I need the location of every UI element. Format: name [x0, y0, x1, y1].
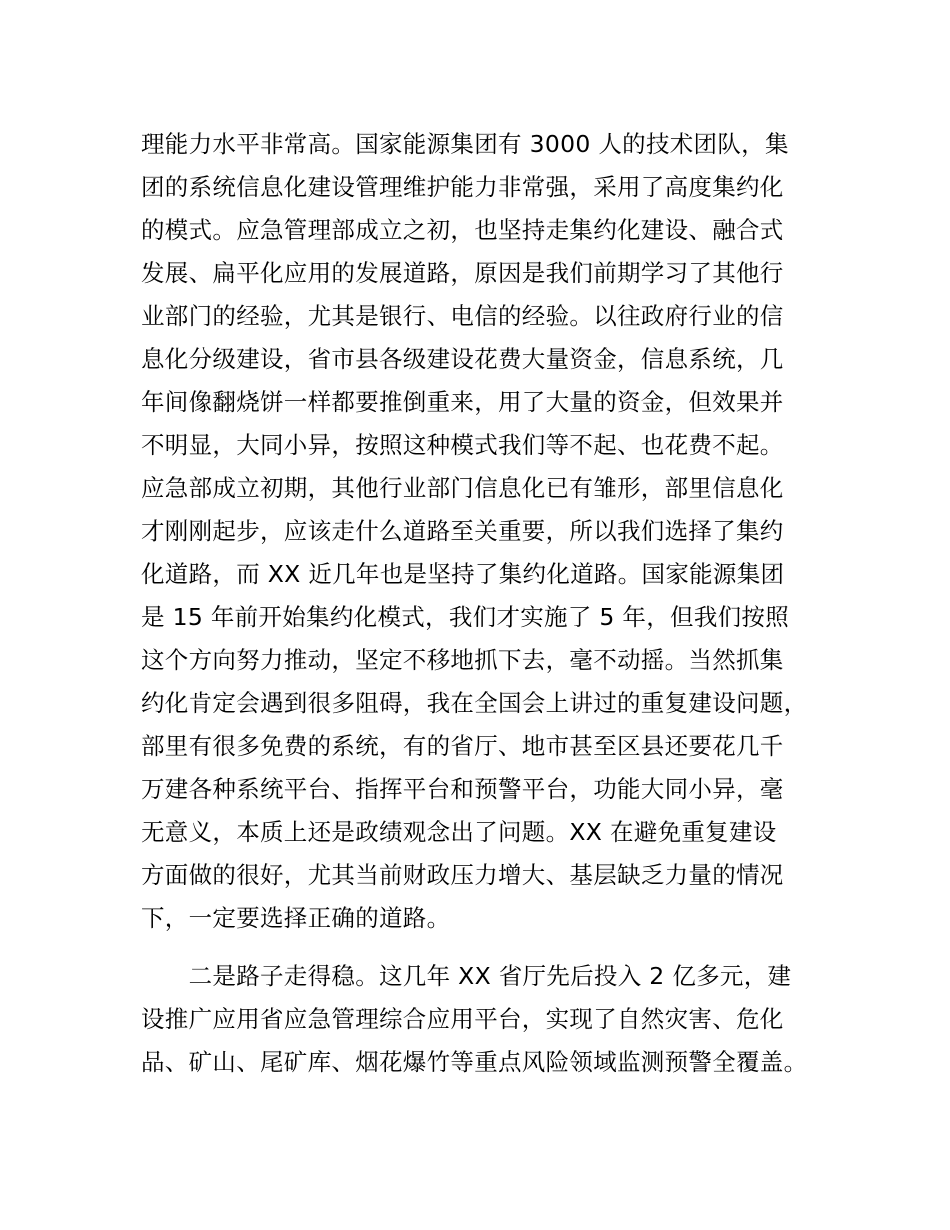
text-line: 化道路，而 XX 近几年也是坚持了集约化道路。国家能源集团	[141, 560, 785, 588]
text-line: 下，一定要选择正确的道路。	[141, 904, 451, 932]
text-line: 部里有很多免费的系统，有的省厅、地市甚至区县还要花几千	[141, 732, 784, 760]
text-line: 年间像翻烧饼一样都要推倒重来，用了大量的资金，但效果并	[141, 388, 784, 416]
text-line: 设推广应用省应急管理综合应用平台，实现了自然灾害、危化	[141, 1005, 784, 1033]
text-line: 万建各种系统平台、指挥平台和预警平台，功能大同小异，毫	[141, 775, 784, 803]
paragraph-1	[141, 123, 841, 940]
text-line: 才刚刚起步，应该走什么道路至关重要，所以我们选择了集约	[141, 517, 784, 545]
text-line: 这个方向努力推动，坚定不移地抓下去，毫不动摇。当然抓集	[141, 646, 784, 674]
text-line: 团的系统信息化建设管理维护能力非常强，采用了高度集约化	[141, 173, 784, 201]
text-line: 方面做的很好，尤其当前财政压力增大、基层缺乏力量的情况	[141, 861, 784, 889]
text-line: 是 15 年前开始集约化模式，我们才实施了 5 年，但我们按照	[141, 603, 790, 631]
text-line: 理能力水平非常高。国家能源集团有 3000 人的技术团队，集	[141, 130, 789, 158]
text-line: 应急部成立初期，其他行业部门信息化已有雏形，部里信息化	[141, 474, 784, 502]
text-line: 约化肯定会遇到很多阻碍，我在全国会上讲过的重复建设问题，	[141, 689, 808, 717]
text-line: 业部门的经验，尤其是银行、电信的经验。以往政府行业的信	[141, 302, 784, 330]
paragraph-2	[141, 955, 841, 1084]
text-line: 的模式。应急管理部成立之初，也坚持走集约化建设、融合式	[141, 216, 784, 244]
text-line: 无意义，本质上还是政绩观念出了问题。XX 在避免重复建设	[141, 818, 777, 846]
text-line: 二是路子走得稳。这几年 XX 省厅先后投入 2 亿多元，建	[141, 962, 792, 990]
text-line: 不明显，大同小异，按照这种模式我们等不起、也花费不起。	[141, 431, 784, 459]
text-line: 品、矿山、尾矿库、烟花爆竹等重点风险领域监测预警全覆盖。	[141, 1048, 808, 1076]
text-line: 发展、扁平化应用的发展道路，原因是我们前期学习了其他行	[141, 259, 784, 287]
text-line: 息化分级建设，省市县各级建设花费大量资金，信息系统，几	[141, 345, 784, 373]
